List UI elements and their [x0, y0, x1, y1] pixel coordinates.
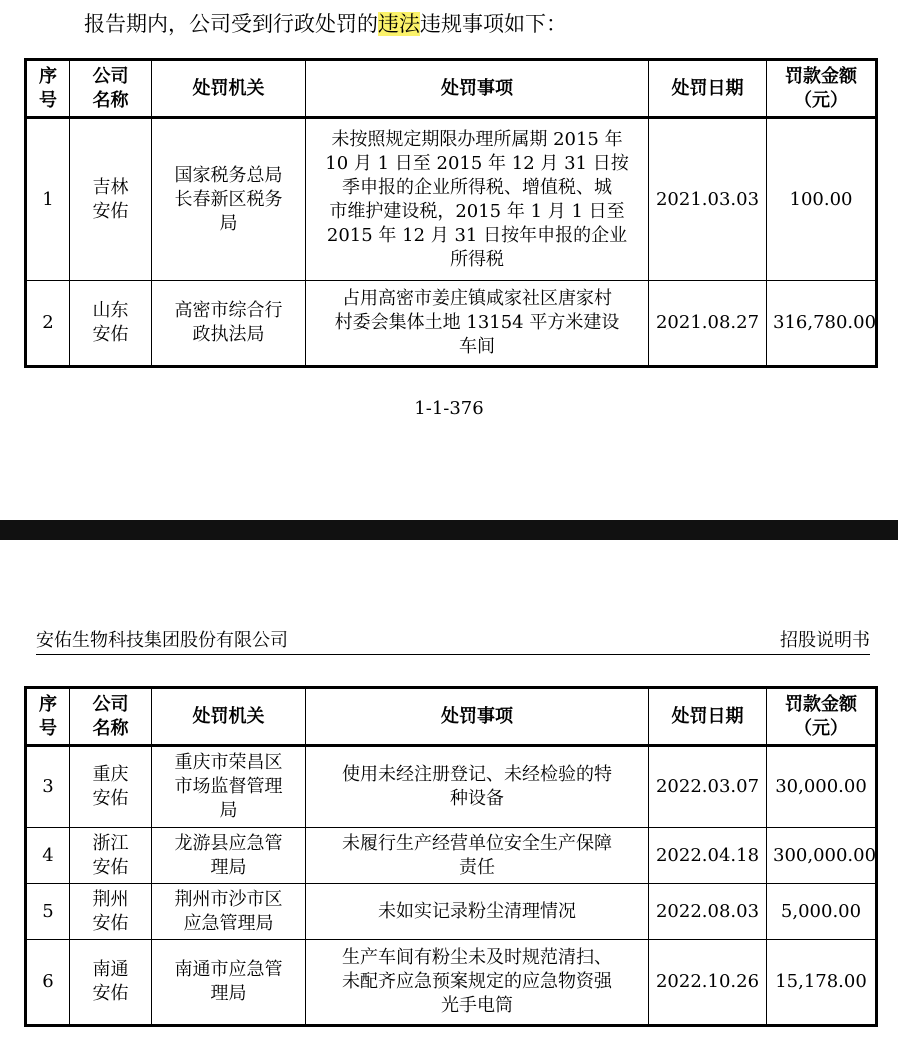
cell-date: 2022.08.03 [649, 884, 767, 940]
cell-line: 安佑 [92, 788, 129, 809]
cell-line: 南通市应急管 [174, 959, 283, 980]
cell-line: 荆州 [92, 888, 129, 910]
cell-date: 2021.03.03 [649, 118, 767, 281]
header-no [26, 688, 70, 746]
cell-line: 安佑 [92, 983, 129, 1004]
table-row [26, 281, 877, 367]
cell-line: 季申报的企业所得税、增值税、城 [342, 176, 612, 198]
cell-line: 种设备 [450, 788, 504, 809]
cell-line: 高密市综合行 [174, 300, 283, 321]
cell-line: 占用高密市姜庄镇咸家社区唐家村 [342, 288, 612, 309]
cell-line: 使用未经注册登记、未经检验的特 [342, 764, 612, 785]
cell-no: 5 [26, 884, 70, 940]
cell-line: 局 [219, 800, 238, 821]
cell-date: 2022.10.26 [649, 940, 767, 1026]
cell-line: 光手电筒 [441, 995, 513, 1016]
header-authority: 处罚机关 [152, 60, 306, 118]
cell-line: 未按照规定期限办理所属期 2015 年 [331, 128, 623, 150]
cell-amount: 300,000.00 [767, 828, 877, 884]
header-text: 序 [39, 65, 57, 87]
cell-matter [306, 118, 649, 281]
header-text: 号 [39, 89, 57, 111]
cell-matter [306, 940, 649, 1026]
cell-amount: 100.00 [767, 118, 877, 281]
cell-authority [152, 940, 306, 1026]
table-body [26, 688, 877, 1026]
table-body [26, 60, 877, 367]
penalty-table-part-1 [24, 58, 878, 368]
cell-line: 责任 [459, 856, 495, 878]
cell-line: 应急管理局 [183, 912, 274, 934]
cell-line: 车间 [459, 336, 495, 357]
cell-line: 浙江 [92, 832, 129, 854]
cell-matter [306, 884, 649, 940]
cell-company [70, 746, 152, 828]
intro-text: 报告期内，公司受到行政处罚的 [84, 12, 378, 36]
header-text: 公司 [92, 693, 129, 715]
cell-amount: 30,000.00 [767, 746, 877, 828]
cell-authority [152, 118, 306, 281]
cell-company [70, 281, 152, 367]
cell-matter [306, 281, 649, 367]
header-text: 名称 [92, 89, 129, 111]
table-row [26, 940, 877, 1026]
cell-line: 安佑 [92, 912, 129, 934]
intro-paragraph [84, 8, 567, 40]
header-text: 号 [39, 717, 57, 739]
cell-line: 市维护建设税，2015 年 1 月 1 日至 [329, 200, 625, 222]
cell-line: 10 月 1 日至 2015 年 12 月 31 日按 [325, 152, 629, 174]
table-row [26, 884, 877, 940]
cell-line: 理局 [210, 856, 247, 878]
page-number: 1-1-376 [414, 398, 484, 419]
cell-line: 2015 年 12 月 31 日按年申报的企业 [326, 224, 628, 246]
header-matter: 处罚事项 [306, 60, 649, 118]
header-text: 公司 [92, 65, 129, 87]
cell-authority [152, 884, 306, 940]
cell-company [70, 118, 152, 281]
cell-line: 山东 [92, 300, 129, 321]
header-text: 罚款金额 [785, 693, 857, 715]
cell-no: 2 [26, 281, 70, 367]
header-matter: 处罚事项 [306, 688, 649, 746]
cell-company [70, 884, 152, 940]
highlighted-term: 违法 [378, 12, 420, 36]
cell-line: 市场监督管理 [174, 776, 283, 797]
header-text: 序 [39, 693, 57, 715]
cell-line: 荆州市沙市区 [174, 888, 283, 910]
penalty-table-part-2 [24, 686, 878, 1027]
cell-line: 安佑 [92, 324, 129, 345]
cell-line: 吉林 [92, 176, 129, 198]
cell-date: 2021.08.27 [649, 281, 767, 367]
cell-line: 安佑 [92, 856, 129, 878]
cell-line: 重庆 [92, 764, 129, 785]
cell-line: 重庆市荣昌区 [174, 752, 283, 773]
header-date: 处罚日期 [649, 60, 767, 118]
header-company [70, 688, 152, 746]
cell-line: 未如实记录粉尘清理情况 [378, 900, 576, 922]
header-company [70, 60, 152, 118]
header-amount [767, 688, 877, 746]
cell-company [70, 940, 152, 1026]
cell-line: 安佑 [92, 200, 129, 222]
cell-date: 2022.04.18 [649, 828, 767, 884]
page-separator-bar [0, 520, 898, 540]
cell-no: 6 [26, 940, 70, 1026]
cell-line: 理局 [210, 983, 247, 1004]
cell-no: 4 [26, 828, 70, 884]
cell-company [70, 828, 152, 884]
cell-line: 生产车间有粉尘未及时规范清扫、 [342, 947, 612, 968]
cell-date: 2022.03.07 [649, 746, 767, 828]
cell-line: 龙游县应急管 [174, 832, 283, 854]
cell-matter [306, 746, 649, 828]
header-amount [767, 60, 877, 118]
header-authority: 处罚机关 [152, 688, 306, 746]
cell-amount: 316,780.00 [767, 281, 877, 367]
table-row [26, 828, 877, 884]
cell-line: 所得税 [450, 248, 504, 270]
cell-line: 村委会集体土地 13154 平方米建设 [334, 312, 620, 333]
header-text: （元） [794, 717, 848, 739]
header-document-type: 招股说明书 [780, 630, 870, 650]
cell-line: 南通 [92, 959, 129, 980]
header-company-name: 安佑生物科技集团股份有限公司 [36, 630, 288, 650]
header-date: 处罚日期 [649, 688, 767, 746]
cell-line: 未履行生产经营单位安全生产保障 [342, 832, 612, 854]
header-no [26, 60, 70, 118]
cell-line: 国家税务总局 [174, 164, 283, 186]
cell-matter [306, 828, 649, 884]
document-header [36, 626, 870, 655]
intro-text-end: 违规事项如下： [420, 12, 567, 36]
header-row [26, 688, 877, 746]
header-text: 名称 [92, 717, 129, 739]
cell-amount: 15,178.00 [767, 940, 877, 1026]
table-row [26, 746, 877, 828]
header-text: （元） [794, 89, 848, 111]
cell-line: 长春新区税务 [174, 188, 283, 210]
cell-line: 局 [219, 212, 238, 234]
cell-line: 政执法局 [192, 324, 265, 345]
cell-no: 1 [26, 118, 70, 281]
cell-amount: 5,000.00 [767, 884, 877, 940]
table-row [26, 118, 877, 281]
cell-no: 3 [26, 746, 70, 828]
header-row [26, 60, 877, 118]
header-text: 罚款金额 [785, 65, 857, 87]
cell-authority [152, 746, 306, 828]
cell-authority [152, 828, 306, 884]
cell-line: 未配齐应急预案规定的应急物资强 [342, 971, 612, 992]
cell-authority [152, 281, 306, 367]
